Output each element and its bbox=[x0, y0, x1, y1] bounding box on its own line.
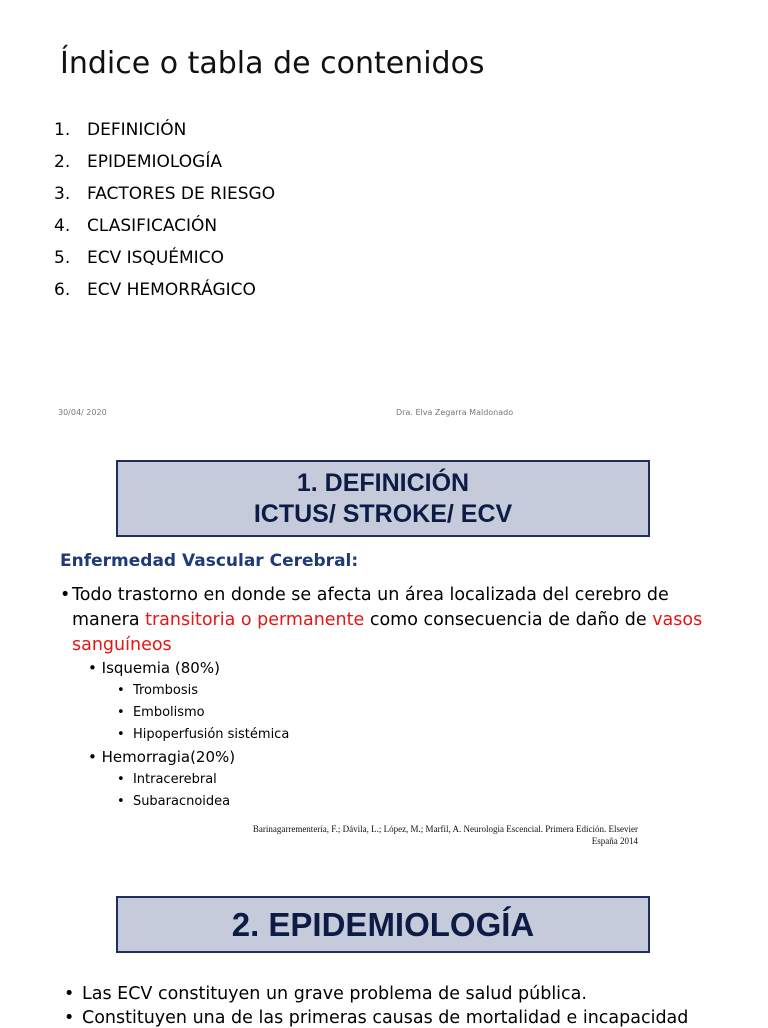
list-item-isquemia: • Isquemia (80%) bbox=[88, 659, 220, 677]
toc-item bbox=[54, 150, 275, 182]
citation bbox=[160, 823, 638, 847]
definition-title-line1: 1. DEFINICIÓN bbox=[296, 469, 470, 497]
definition-highlight-transitoria: transitoria o permanente bbox=[145, 610, 365, 630]
toc-item-number: 6. bbox=[54, 280, 71, 300]
list-item-subaracnoidea: • Subaracnoidea bbox=[117, 794, 231, 809]
toc-item bbox=[54, 214, 275, 246]
definition-highlight-vasos: vasos sanguíneos bbox=[72, 610, 703, 655]
bullet-glyph: • bbox=[60, 585, 71, 605]
toc-item-label: EPIDEMIOLOGÍA bbox=[87, 152, 222, 172]
definition-paragraph bbox=[60, 583, 720, 658]
citation-line1: Barinagarrementería, F.; Dávila, L.; López, M.; Marfil, A. Neurologia Escencial. Primera Edición. Elsevier bbox=[252, 824, 638, 834]
toc-item bbox=[54, 182, 275, 214]
list-item-intracerebral: • Intracerebral bbox=[117, 772, 217, 787]
epidemiology-title-box bbox=[116, 896, 650, 953]
toc-item-number: 2. bbox=[54, 152, 71, 172]
list-item-hemorragia: • Hemorragia(20%) bbox=[88, 748, 236, 766]
toc-item-number: 1. bbox=[54, 120, 71, 140]
toc-title: Índice o tabla de contenidos bbox=[60, 46, 485, 81]
toc-item bbox=[54, 246, 275, 278]
definition-title-line2: ICTUS/ STROKE/ ECV bbox=[253, 500, 513, 528]
toc-item-label: ECV HEMORRÁGICO bbox=[87, 280, 256, 300]
toc-item-number: 4. bbox=[54, 216, 71, 236]
toc-item-label: ECV ISQUÉMICO bbox=[87, 248, 224, 268]
toc-item bbox=[54, 118, 275, 150]
epidemiology-title: 2. EPIDEMIOLOGÍA bbox=[231, 906, 535, 943]
list-item-embolismo: • Embolismo bbox=[117, 705, 205, 720]
definition-text-part1: Todo trastorno en donde se afecta un área localizada del cerebro de manera bbox=[72, 585, 669, 630]
toc-item-label: FACTORES DE RIESGO bbox=[87, 184, 276, 204]
definition-title-box bbox=[116, 460, 650, 537]
toc-item-number: 3. bbox=[54, 184, 71, 204]
list-item-trombosis: • Trombosis bbox=[117, 683, 199, 698]
definition-subheading: Enfermedad Vascular Cerebral: bbox=[60, 551, 359, 571]
toc-item bbox=[54, 278, 275, 310]
list-item-hipoperfusion: • Hipoperfusión sistémica bbox=[117, 727, 290, 742]
epidemiology-bullet-1: • Las ECV constituyen un grave problema de salud pública. bbox=[64, 984, 587, 1004]
footer-date: 30/04/ 2020 bbox=[58, 408, 107, 417]
definition-text-part2: como consecuencia de daño de bbox=[364, 610, 653, 630]
toc-list bbox=[54, 118, 275, 310]
epidemiology-bullet-2: • Constituyen una de las primeras causas de mortalidad e incapacidad bbox=[64, 1008, 689, 1028]
toc-item-number: 5. bbox=[54, 248, 71, 268]
citation-line2: España 2014 bbox=[591, 836, 638, 846]
footer-author: Dra. Elva Zegarra Maldonado bbox=[396, 408, 514, 417]
toc-item-label: DEFINICIÓN bbox=[87, 120, 187, 140]
toc-item-label: CLASIFICACIÓN bbox=[87, 216, 218, 236]
